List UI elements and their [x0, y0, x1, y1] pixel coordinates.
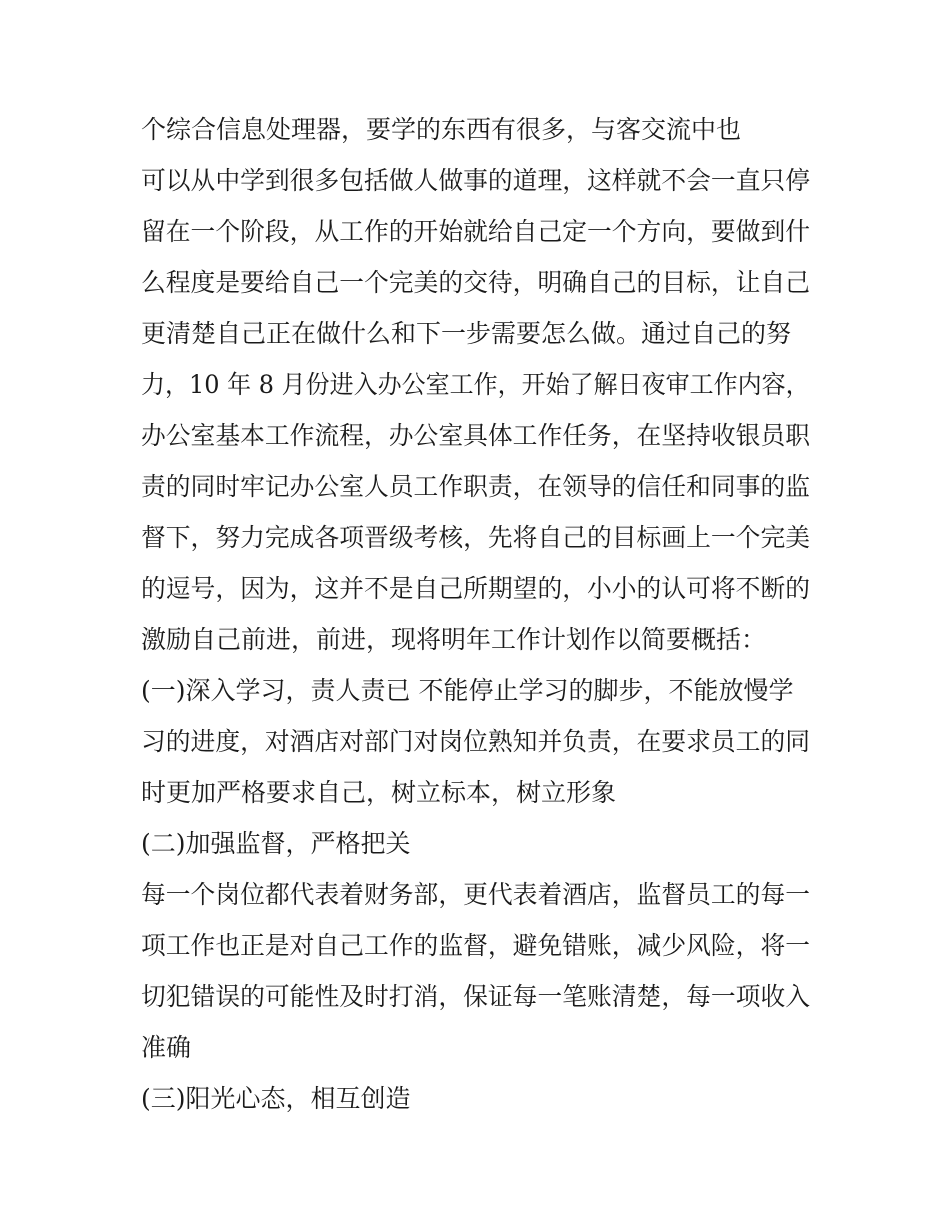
text-line: 的逗号，因为，这并不是自己所期望的，小小的认可将不断的 [141, 574, 811, 603]
text-line: 责的同时牢记办公室人员工作职责，在领导的信任和同事的监 [141, 472, 811, 501]
text-line: 可以从中学到很多包括做人做事的道理，这样就不会一直只停 [141, 166, 811, 195]
text-line: 办公室基本工作流程，办公室具体工作任务，在坚持收银员职 [141, 421, 811, 450]
text-line: 时更加严格要求自己，树立标本，树立形象 [141, 778, 617, 807]
text-line: 习的进度，对酒店对部门对岗位熟知并负责，在要求员工的同 [141, 727, 811, 756]
text-line: (一)深入学习，责人责已 不能停止学习的脚步，不能放慢学 [141, 676, 794, 705]
text-line: 督下，努力完成各项晋级考核，先将自己的目标画上一个完美 [141, 523, 811, 552]
text-line: 准确 [141, 1033, 192, 1062]
text-line: (三)阳光心态，相互创造 [141, 1084, 411, 1113]
text-line: (二)加强监督，严格把关 [141, 829, 411, 858]
text-line: 项工作也正是对自己工作的监督，避免错账，减少风险，将一 [141, 931, 811, 960]
text-line: 个综合信息处理器，要学的东西有很多，与客交流中也 [141, 115, 742, 144]
text-line: 留在一个阶段，从工作的开始就给自己定一个方向，要做到什 [141, 217, 811, 246]
text-line: 激励自己前进，前进，现将明年工作计划作以简要概括： [141, 625, 767, 654]
text-line: 每一个岗位都代表着财务部，更代表着酒店，监督员工的每一 [141, 880, 811, 909]
text-line: 切犯错误的可能性及时打消，保证每一笔账清楚，每一项收入 [141, 982, 811, 1011]
text-line: 力，10 年 8 月份进入办公室工作，开始了解日夜审工作内容， [141, 370, 810, 399]
text-line: 么程度是要给自己一个完美的交待，明确自己的目标，让自己 [141, 268, 811, 297]
text-line: 更清楚自己正在做什么和下一步需要怎么做。通过自己的努 [141, 319, 792, 348]
